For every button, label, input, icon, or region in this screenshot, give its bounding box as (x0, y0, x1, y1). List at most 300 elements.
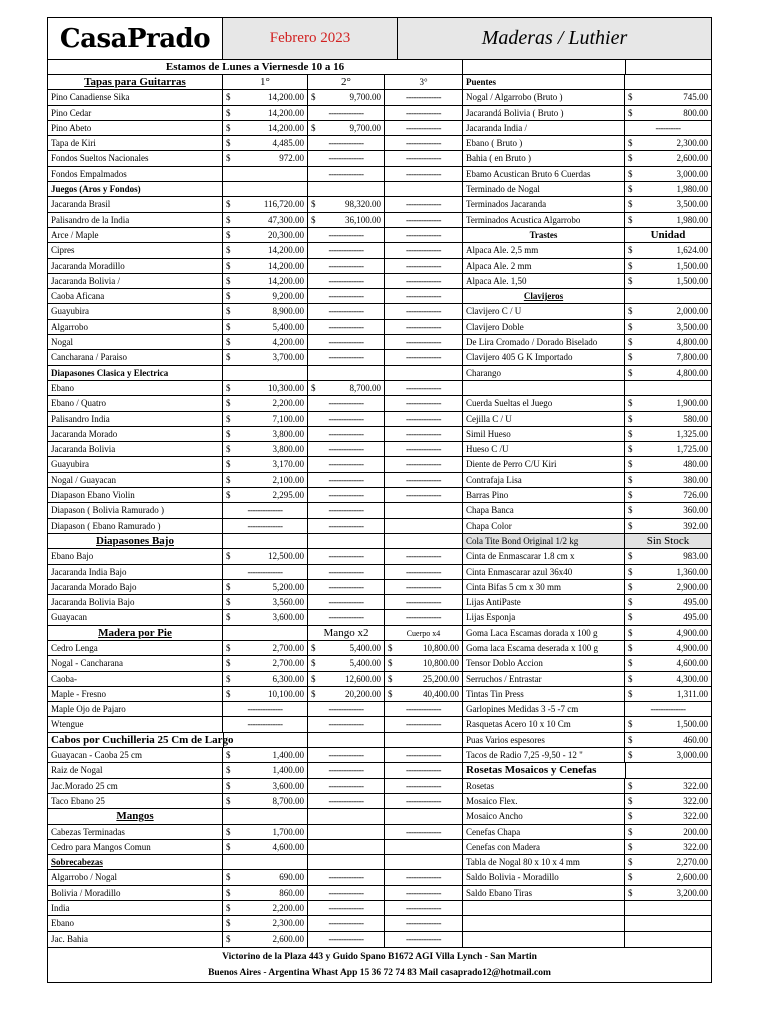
item-name: Clavijero 405 G K Importado (463, 350, 625, 364)
table-row (463, 825, 711, 840)
item-price (625, 457, 711, 471)
table-row (48, 610, 462, 625)
currency-symbol: $ (628, 306, 633, 317)
table-row (48, 259, 462, 274)
table-row (463, 794, 711, 809)
section-header: Rosetas Mosaicos y Cenefas (466, 764, 597, 777)
price-2nd (308, 197, 385, 211)
price-2nd: -------------- (308, 503, 385, 517)
price-value: 200.00 (683, 826, 708, 837)
currency-symbol: $ (628, 551, 633, 562)
price-value: 2,700.00 (272, 642, 304, 653)
price-value: 580.00 (683, 413, 708, 424)
price-value: 1,400.00 (272, 750, 304, 761)
currency-symbol: $ (628, 184, 633, 195)
item-price (625, 610, 711, 624)
price-value: 480.00 (683, 459, 708, 470)
table-row (48, 381, 462, 396)
column-header (308, 534, 385, 548)
table-row (48, 488, 462, 503)
table-row (48, 320, 462, 335)
table-row (463, 442, 711, 457)
item-name: Cipres (48, 243, 223, 257)
price-value: 5,400.00 (272, 321, 304, 332)
price-1st (223, 274, 308, 288)
item-name: Jacaranda Moradillo (48, 259, 223, 273)
item-name: Guayacan (48, 610, 223, 624)
item-price (625, 595, 711, 609)
item-name: Cinta de Enmascarar 1.8 cm x (463, 549, 625, 563)
price-1st (223, 412, 308, 426)
item-price (625, 335, 711, 349)
table-row (463, 396, 711, 411)
table-row (48, 870, 462, 885)
price-3rd: -------------- (406, 597, 441, 608)
price-1st (223, 610, 308, 624)
price-value: 5,400.00 (349, 642, 381, 653)
price-value: 495.00 (683, 612, 708, 623)
currency-symbol: $ (311, 122, 316, 133)
item-price (625, 90, 711, 104)
item-name: Jac.Morado 25 cm (48, 779, 223, 793)
price-3rd: -------------- (406, 321, 441, 332)
item-price (625, 136, 711, 150)
table-row (463, 106, 711, 121)
price-value: 3,600.00 (272, 612, 304, 623)
table-row (48, 350, 462, 365)
empty-cell (385, 182, 462, 196)
table-row (48, 412, 462, 427)
price-value: 47,300.00 (268, 214, 304, 225)
price-2nd: -------------- (308, 794, 385, 808)
table-row (463, 90, 711, 105)
price-1st (223, 457, 308, 471)
price-1st (223, 794, 308, 808)
item-price (625, 794, 711, 808)
price-2nd: -------------- (308, 151, 385, 165)
currency-symbol: $ (226, 138, 231, 149)
currency-symbol: $ (628, 352, 633, 363)
column-header: Mango x2 (308, 626, 385, 640)
item-name: Saldo Ebano Tiras (463, 886, 625, 900)
table-row (463, 748, 711, 763)
price-value: 9,200.00 (272, 291, 304, 302)
item-name: Algarrobo (48, 320, 223, 334)
item-price (625, 442, 711, 456)
price-value: 2,600.00 (676, 153, 708, 164)
currency-symbol: $ (628, 168, 633, 179)
currency-symbol: $ (311, 382, 316, 393)
table-row (463, 672, 711, 687)
currency-symbol: $ (226, 199, 231, 210)
currency-symbol: $ (226, 933, 231, 944)
currency-symbol: $ (226, 214, 231, 225)
table-row (463, 779, 711, 794)
price-2nd: -------------- (308, 779, 385, 793)
item-name: Puas Varios espesores (463, 733, 625, 747)
currency-symbol: $ (226, 352, 231, 363)
table-row (48, 519, 462, 534)
currency-symbol: $ (628, 627, 633, 638)
item-name: Charango (463, 366, 625, 380)
table-row (463, 259, 711, 274)
table-row (463, 167, 711, 182)
table-row (48, 289, 462, 304)
item-price (625, 259, 711, 273)
price-1st (223, 549, 308, 563)
item-name: Simil Hueso (463, 427, 625, 441)
price-3rd: -------------- (406, 413, 441, 424)
table-row (463, 182, 711, 197)
table-row (463, 641, 711, 656)
currency-symbol: $ (226, 229, 231, 240)
table-row (463, 320, 711, 335)
price-1st (223, 779, 308, 793)
price-value: 10,800.00 (423, 658, 459, 669)
price-value: 860.00 (279, 887, 304, 898)
price-3rd: -------------- (406, 428, 441, 439)
price-value: 380.00 (683, 474, 708, 485)
empty-cell (385, 855, 462, 869)
column-header (385, 809, 462, 823)
item-name: Ebano (48, 381, 223, 395)
table-row (463, 626, 711, 641)
currency-symbol: $ (628, 612, 633, 623)
table-row (48, 717, 462, 732)
price-2nd: -------------- (308, 916, 385, 930)
footer-contact: Buenos Aires - Argentina Whast App 15 36 72 74 83 Mail casaprado12@hotmail.com (208, 967, 551, 978)
section-header: Diapasones Bajo (48, 534, 223, 548)
currency-symbol: $ (226, 581, 231, 592)
item-name: Mosaico Ancho (463, 809, 625, 823)
table-row (463, 870, 711, 885)
item-name: Pino Abeto (48, 121, 223, 135)
table-row (48, 626, 462, 641)
price-value: 322.00 (683, 841, 708, 852)
item-name: Wtengue (48, 717, 223, 731)
price-value: 1,500.00 (676, 719, 708, 730)
item-name: Clavijero Doble (463, 320, 625, 334)
price-3rd: -------------- (406, 153, 441, 164)
item-name: Ebano Bajo (48, 549, 223, 563)
price-3rd: -------------- (406, 92, 441, 103)
price-2nd: -------------- (308, 320, 385, 334)
price-value: 3,500.00 (676, 321, 708, 332)
price-1st (223, 304, 308, 318)
price-value: 10,100.00 (268, 688, 304, 699)
table-row (463, 457, 711, 472)
currency-symbol: $ (628, 428, 633, 439)
price-3rd: -------------- (406, 872, 441, 883)
validity-note: Estamos de Lunes a Viernesde 10 a 16 (48, 60, 463, 74)
price-value: 1,360.00 (676, 566, 708, 577)
price-1st (223, 825, 308, 839)
price-value: 6,300.00 (272, 673, 304, 684)
price-value: 14,200.00 (268, 245, 304, 256)
price-2nd: -------------- (308, 763, 385, 777)
price-3rd (385, 656, 462, 670)
item-name: Jacaranda Bolivia Bajo (48, 595, 223, 609)
price-value: 3,200.00 (676, 887, 708, 898)
price-value: 14,200.00 (268, 260, 304, 271)
price-value: 4,485.00 (272, 138, 304, 149)
currency-symbol: $ (628, 505, 633, 516)
price-3rd: -------------- (406, 704, 441, 715)
price-value: 1,980.00 (676, 184, 708, 195)
price-3rd: -------------- (406, 551, 441, 562)
item-name: Jac. Bahia (48, 932, 223, 947)
empty-cell (625, 75, 711, 89)
price-3rd: -------------- (406, 214, 441, 225)
item-name: Fondos Sueltos Nacionales (48, 151, 223, 165)
price-1st: -------------- (223, 519, 308, 533)
table-row (48, 641, 462, 656)
price-3rd (385, 840, 462, 854)
item-name: Alpaca Ale. 1,50 (463, 274, 625, 288)
price-3rd: -------------- (406, 382, 441, 393)
price-3rd: -------------- (406, 765, 441, 776)
price-value: 2,200.00 (272, 398, 304, 409)
item-name: Jacaranda Brasil (48, 197, 223, 211)
price-value: 14,200.00 (268, 275, 304, 286)
table-row (48, 763, 462, 778)
price-value: 2,000.00 (676, 306, 708, 317)
currency-symbol: $ (226, 872, 231, 883)
currency-symbol: $ (226, 642, 231, 653)
currency-symbol: $ (226, 321, 231, 332)
table-row (463, 534, 711, 549)
currency-symbol: $ (226, 887, 231, 898)
item-name: De Lira Cromado / Dorado Biselado (463, 335, 625, 349)
currency-symbol: $ (226, 765, 231, 776)
price-value: 2,295.00 (272, 490, 304, 501)
empty-cell (625, 901, 711, 915)
item-name: Ebano / Quatro (48, 396, 223, 410)
table-row (48, 136, 462, 151)
table-row (48, 473, 462, 488)
table-row (463, 228, 711, 243)
item-price (625, 473, 711, 487)
price-2nd: -------------- (308, 610, 385, 624)
price-3rd: -------------- (406, 138, 441, 149)
price-value: 20,300.00 (268, 229, 304, 240)
currency-symbol: $ (628, 199, 633, 210)
price-value: 690.00 (279, 872, 304, 883)
table-row (48, 182, 462, 197)
price-1st (223, 213, 308, 227)
price-2nd: -------------- (308, 549, 385, 563)
price-1st (223, 901, 308, 915)
item-name: Nogal / Algarrobo (Bruto ) (463, 90, 625, 104)
item-price (625, 641, 711, 655)
item-name: Mosaico Flex. (463, 794, 625, 808)
currency-symbol: $ (628, 153, 633, 164)
item-price (625, 870, 711, 884)
table-row (463, 366, 711, 381)
subsection-header: Clavijeros (463, 289, 625, 303)
price-3rd: -------------- (406, 933, 441, 944)
table-row (48, 366, 462, 381)
table-row (48, 886, 462, 901)
price-1st (223, 656, 308, 670)
currency-symbol: $ (226, 337, 231, 348)
table-row (463, 243, 711, 258)
price-1st (223, 595, 308, 609)
price-1st (223, 473, 308, 487)
table-row (48, 595, 462, 610)
item-name: Nogal - Cancharana (48, 656, 223, 670)
price-value: 1,725.00 (676, 444, 708, 455)
item-name: Chapa Banca (463, 503, 625, 517)
price-value: 40,400.00 (423, 688, 459, 699)
price-3rd: -------------- (406, 612, 441, 623)
price-2nd: -------------- (308, 717, 385, 731)
empty-cell (223, 855, 308, 869)
unit-header (625, 289, 711, 303)
item-name: Jacaranda Bolivia / (48, 274, 223, 288)
price-1st (223, 167, 308, 181)
table-row (463, 304, 711, 319)
item-name: Cinta Enmascarar azul 36x40 (463, 565, 625, 579)
item-name: Pino Cedar (48, 106, 223, 120)
item-name: Raiz de Nogal (48, 763, 223, 777)
price-value: 20,200.00 (345, 688, 381, 699)
subheader-blank (463, 60, 626, 74)
price-value: 392.00 (683, 520, 708, 531)
item-name: Guayubira (48, 304, 223, 318)
price-3rd (385, 687, 462, 701)
price-value: 12,600.00 (345, 673, 381, 684)
item-name: Caoba- (48, 672, 223, 686)
currency-symbol: $ (226, 490, 231, 501)
price-3rd: -------------- (406, 275, 441, 286)
item-name: Cedro para Mangos Comun (48, 840, 223, 854)
item-name: Jacaranda Morado (48, 427, 223, 441)
empty-cell (463, 381, 625, 395)
item-name: Bolivia / Moradillo (48, 886, 223, 900)
table-row (48, 335, 462, 350)
currency-symbol: $ (628, 107, 633, 118)
currency-symbol: $ (226, 444, 231, 455)
table-row (463, 733, 711, 748)
currency-symbol: $ (628, 750, 633, 761)
empty-cell (463, 932, 625, 947)
item-name: Diapason ( Bolivia Ramurado ) (48, 503, 223, 517)
item-name: Clavijero C / U (463, 304, 625, 318)
price-2nd: -------------- (308, 519, 385, 533)
item-price (625, 197, 711, 211)
empty-cell (223, 733, 308, 747)
item-name: Hueso C /U (463, 442, 625, 456)
item-price (625, 565, 711, 579)
table-row (463, 855, 711, 870)
currency-symbol: $ (226, 795, 231, 806)
price-list-sheet (47, 17, 712, 983)
currency-symbol: $ (226, 918, 231, 929)
price-2nd: -------------- (308, 289, 385, 303)
price-value: 726.00 (683, 490, 708, 501)
price-1st (223, 396, 308, 410)
table-row (48, 106, 462, 121)
table-row (48, 396, 462, 411)
price-2nd (308, 825, 385, 839)
item-price (625, 748, 711, 762)
price-value: 2,600.00 (676, 872, 708, 883)
price-2nd: -------------- (308, 932, 385, 947)
price-value: 9,700.00 (349, 92, 381, 103)
currency-symbol: $ (388, 673, 393, 684)
price-value: 800.00 (683, 107, 708, 118)
price-2nd: -------------- (308, 396, 385, 410)
table-row (463, 932, 711, 947)
price-3rd: -------------- (406, 122, 441, 133)
table-row (48, 151, 462, 166)
item-name: Fondos Empalmados (48, 167, 223, 181)
empty-cell (223, 366, 308, 380)
currency-symbol: $ (628, 826, 633, 837)
price-value: 2,270.00 (676, 857, 708, 868)
item-price (625, 519, 711, 533)
table-row (463, 289, 711, 304)
currency-symbol: $ (226, 673, 231, 684)
price-1st (223, 121, 308, 135)
item-price (625, 350, 711, 364)
currency-symbol: $ (226, 688, 231, 699)
item-price (625, 779, 711, 793)
price-value: 2,300.00 (272, 918, 304, 929)
item-price (625, 840, 711, 854)
price-3rd: -------------- (406, 490, 441, 501)
price-3rd: -------------- (406, 245, 441, 256)
price-3rd: -------------- (406, 444, 441, 455)
empty-cell (308, 733, 385, 747)
price-value: 14,200.00 (268, 122, 304, 133)
currency-symbol: $ (226, 658, 231, 669)
price-1st: -------------- (223, 503, 308, 517)
price-1st (223, 289, 308, 303)
table-row (48, 565, 462, 580)
currency-symbol: $ (226, 428, 231, 439)
table-row (48, 580, 462, 595)
column-header (223, 534, 308, 548)
price-value: 322.00 (683, 780, 708, 791)
item-name: Cinta Bifas 5 cm x 30 mm (463, 580, 625, 594)
item-name: Cuerda Sueltas el Juego (463, 396, 625, 410)
item-name: Jacaranda Morado Bajo (48, 580, 223, 594)
currency-symbol: $ (628, 138, 633, 149)
footer (48, 947, 711, 982)
item-name: Ebano (48, 916, 223, 930)
currency-symbol: $ (226, 291, 231, 302)
item-name: Diapason Ebano Violin (48, 488, 223, 502)
table-row (48, 687, 462, 702)
table-row (463, 274, 711, 289)
item-price (625, 626, 711, 640)
price-2nd: -------------- (308, 748, 385, 762)
price-value: 3,500.00 (676, 199, 708, 210)
item-name: Maple Ojo de Pajaro (48, 702, 223, 716)
price-2nd: -------------- (308, 259, 385, 273)
table-row (48, 733, 462, 748)
item-price (625, 672, 711, 686)
item-name: Jacaranda India Bajo (48, 565, 223, 579)
item-name: Guayacan - Caoba 25 cm (48, 748, 223, 762)
price-value: 14,200.00 (268, 107, 304, 118)
table-row (48, 121, 462, 136)
subsection-header: Trastes (463, 228, 625, 242)
price-3rd (385, 503, 462, 517)
price-2nd: -------------- (308, 473, 385, 487)
